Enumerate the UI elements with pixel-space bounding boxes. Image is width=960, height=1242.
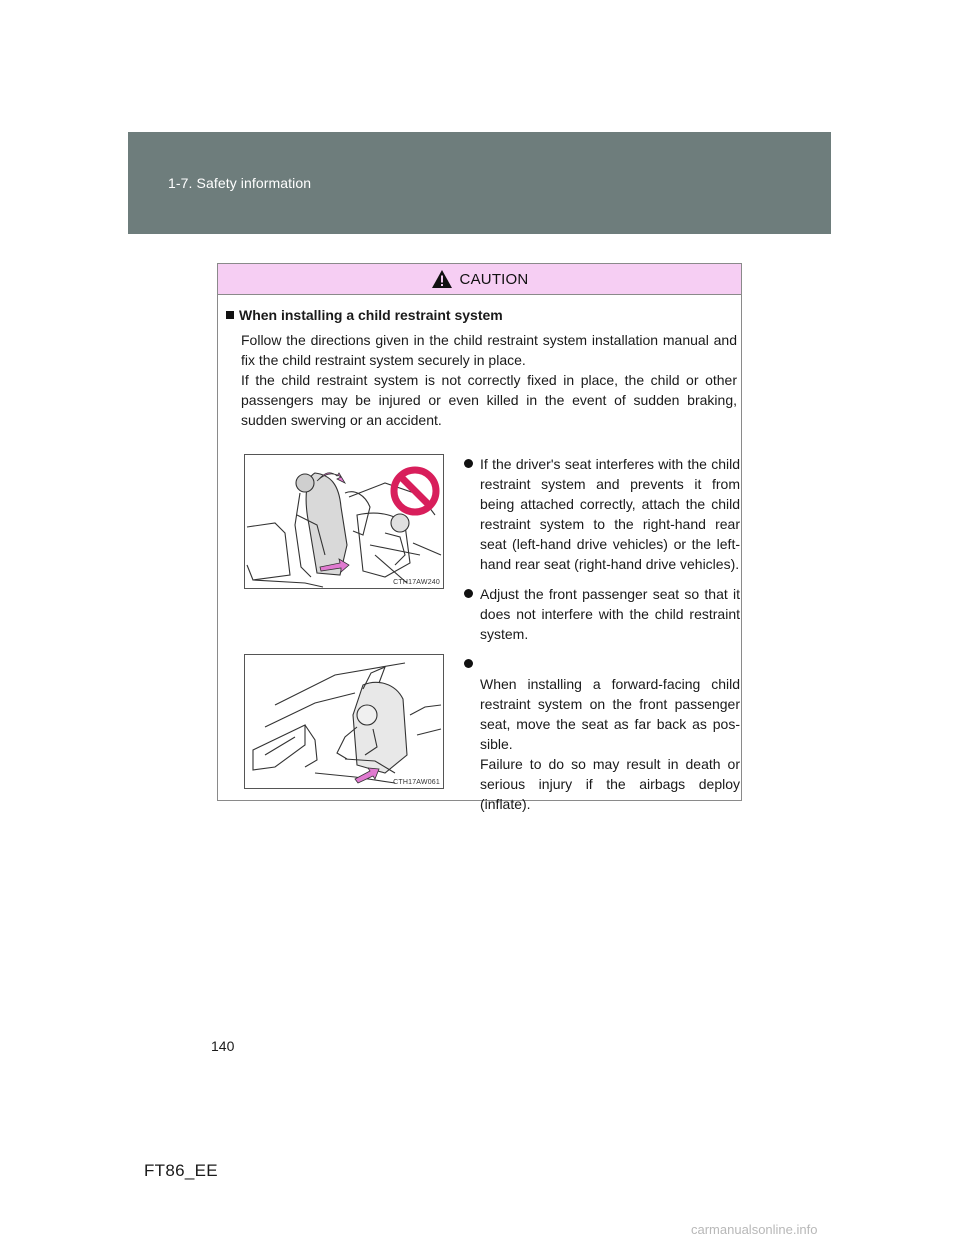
bullet-dot-icon — [464, 589, 473, 598]
driver-seat-illustration — [245, 455, 443, 588]
figure-code: CTH17AW240 — [393, 579, 440, 586]
bullet-item — [464, 454, 740, 574]
figure-row-2 — [226, 654, 740, 812]
figure-row-1 — [226, 454, 740, 654]
instruction-paragraph: Follow the directions given in the child restraint system installation manual and fix the child restraint system securely in place. — [241, 332, 737, 368]
prohibition-icon — [394, 470, 436, 512]
bullet-text: When installing a forward-facing child restraint system on the front passenger seat, move the seat as far back as pos-sible. Failure to do so may result in death or serious injury if the airbags deploy (inflate). — [480, 676, 740, 812]
bullet-item — [464, 654, 740, 814]
caution-box — [217, 263, 742, 812]
figure-code: CTH17AW061 — [393, 779, 440, 786]
warning-triangle-icon — [431, 269, 453, 289]
figure-2-bullets — [464, 654, 740, 824]
forward-facing-seat-illustration — [245, 655, 443, 788]
subheading-text: When installing a child restraint system — [239, 307, 503, 323]
bullet-item — [464, 584, 740, 644]
bullet-dot-icon — [464, 659, 473, 668]
page-number: 140 — [211, 1038, 235, 1054]
section-title: 1-7. Safety information — [168, 175, 312, 191]
figure-1-bullets — [464, 454, 740, 654]
bullet-text: Adjust the front passenger seat so that it does not interfere with the child restraint system. — [480, 586, 740, 642]
caution-header — [218, 264, 741, 295]
header-band — [128, 132, 831, 234]
watermark: carmanualsonline.info — [691, 1222, 818, 1237]
illustration-forward-facing-seat — [244, 654, 444, 789]
bullet-dot-icon — [464, 459, 473, 468]
caution-label: CAUTION — [459, 270, 529, 288]
square-bullet-icon — [226, 311, 234, 319]
caution-subheading — [226, 307, 737, 323]
caution-body — [218, 295, 741, 812]
illustration-driver-seat — [244, 454, 444, 589]
bullet-text: If the driver's seat interferes with the child restraint system and prevents it from being attached correctly, attach the child restraint system to the right-hand rear seat (left-hand drive vehicles) or the left-hand rear seat (right-hand drive vehicles). — [480, 456, 740, 572]
warning-paragraph: If the child restraint system is not correctly fixed in place, the child or other passengers may be injured or even killed in the event of sudden braking, sudden swerving or an accident. — [241, 372, 737, 428]
document-code: FT86_EE — [144, 1161, 218, 1180]
